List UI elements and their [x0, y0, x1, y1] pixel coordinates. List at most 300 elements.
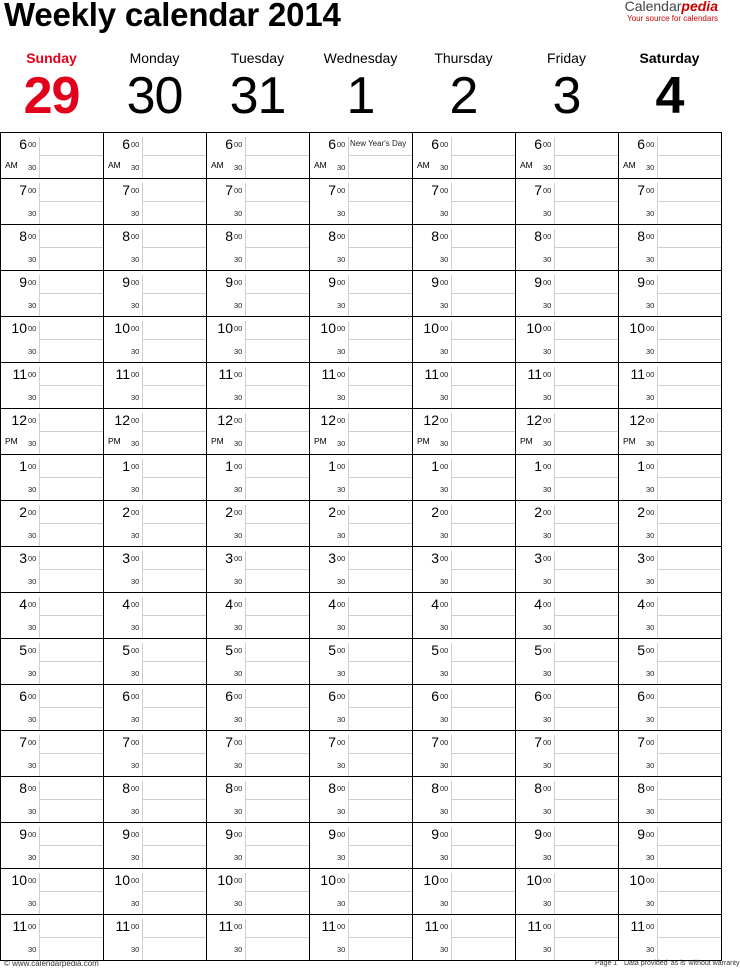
minute-label-30: 30 — [28, 669, 37, 678]
day-number: 1 — [346, 67, 375, 125]
ampm-label: PM — [108, 436, 121, 446]
minute-label-30: 30 — [28, 439, 37, 448]
hour-slot[interactable] — [619, 363, 721, 409]
minute-label-00: 00 — [440, 370, 449, 379]
hour-slot[interactable] — [413, 317, 515, 363]
slot-divider — [348, 919, 349, 960]
week-grid — [0, 132, 722, 961]
hour-label: 10 — [114, 872, 130, 888]
hour-slot[interactable] — [207, 823, 309, 869]
hour-slot[interactable] — [104, 225, 206, 271]
minute-label-30: 30 — [131, 853, 140, 862]
hour-slot[interactable] — [104, 133, 206, 179]
slot-divider — [142, 321, 143, 362]
minute-label-30: 30 — [131, 807, 140, 816]
minute-label-00: 00 — [646, 370, 655, 379]
hour-slot[interactable] — [619, 317, 721, 363]
minute-label-00: 00 — [131, 830, 140, 839]
hour-label: 5 — [431, 642, 439, 658]
minute-label-00: 00 — [646, 876, 655, 885]
hour-label: 9 — [431, 826, 439, 842]
hour-slot[interactable] — [619, 731, 721, 777]
minute-label-00: 00 — [234, 784, 243, 793]
hour-slot[interactable] — [104, 593, 206, 639]
hour-slot[interactable] — [207, 179, 309, 225]
minute-label-00: 00 — [646, 600, 655, 609]
hour-slot[interactable] — [516, 639, 618, 685]
ampm-label: PM — [5, 436, 18, 446]
hour-slot[interactable] — [516, 777, 618, 823]
hour-slot[interactable] — [104, 869, 206, 915]
hour-slot[interactable] — [1, 823, 103, 869]
hour-slot[interactable] — [619, 777, 721, 823]
minute-label-00: 00 — [28, 554, 37, 563]
hour-slot[interactable] — [310, 593, 412, 639]
hour-label: 6 — [637, 688, 645, 704]
hour-slot[interactable] — [619, 685, 721, 731]
day-header-thursday — [412, 50, 515, 126]
hour-slot[interactable] — [310, 869, 412, 915]
minute-label-00: 00 — [440, 600, 449, 609]
slot-divider — [142, 919, 143, 960]
hour-slot[interactable] — [1, 915, 103, 961]
slot-divider — [657, 137, 658, 178]
day-number: 2 — [449, 67, 478, 125]
hour-slot[interactable] — [310, 455, 412, 501]
hour-slot[interactable] — [413, 179, 515, 225]
hour-slot[interactable] — [516, 869, 618, 915]
hour-slot[interactable] — [619, 593, 721, 639]
footer-disclaimer: Data provided 'as is' without warranty — [624, 960, 740, 967]
half-hour-line — [451, 753, 515, 754]
minute-label-00: 00 — [646, 830, 655, 839]
minute-label-30: 30 — [234, 485, 243, 494]
slot-divider — [39, 919, 40, 960]
half-hour-line — [142, 201, 206, 202]
hour-slot[interactable] — [516, 409, 618, 455]
half-hour-line — [348, 201, 412, 202]
hour-slot[interactable] — [1, 455, 103, 501]
hour-slot[interactable] — [1, 271, 103, 317]
minute-label-30: 30 — [234, 347, 243, 356]
minute-label-30: 30 — [337, 669, 346, 678]
minute-label-30: 30 — [543, 439, 552, 448]
minute-label-00: 00 — [28, 646, 37, 655]
minute-label-00: 00 — [646, 416, 655, 425]
slot-divider — [39, 137, 40, 178]
slot-divider — [657, 321, 658, 362]
hour-slot[interactable] — [1, 593, 103, 639]
hour-slot[interactable] — [619, 179, 721, 225]
minute-label-00: 00 — [234, 830, 243, 839]
half-hour-line — [657, 431, 721, 432]
hour-slot[interactable] — [516, 271, 618, 317]
hour-slot[interactable] — [619, 547, 721, 593]
hour-slot[interactable] — [619, 271, 721, 317]
half-hour-line — [348, 615, 412, 616]
hour-slot[interactable] — [104, 409, 206, 455]
ampm-label: PM — [211, 436, 224, 446]
minute-label-30: 30 — [646, 531, 655, 540]
minute-label-00: 00 — [234, 922, 243, 931]
minute-label-00: 00 — [543, 738, 552, 747]
day-number: 4 — [655, 67, 684, 125]
hour-label: 11 — [12, 366, 27, 382]
hour-slot[interactable] — [207, 501, 309, 547]
hour-slot[interactable] — [413, 133, 515, 179]
slot-divider — [554, 827, 555, 868]
hour-slot[interactable] — [104, 547, 206, 593]
half-hour-line — [657, 707, 721, 708]
hour-slot[interactable] — [619, 501, 721, 547]
half-hour-line — [348, 247, 412, 248]
hour-slot[interactable] — [104, 823, 206, 869]
half-hour-line — [348, 431, 412, 432]
half-hour-line — [451, 615, 515, 616]
minute-label-30: 30 — [131, 485, 140, 494]
half-hour-line — [245, 569, 309, 570]
minute-label-30: 30 — [440, 577, 449, 586]
hour-slot[interactable] — [1, 547, 103, 593]
hour-slot[interactable] — [619, 225, 721, 271]
minute-label-00: 00 — [28, 922, 37, 931]
minute-label-30: 30 — [337, 577, 346, 586]
minute-label-00: 00 — [337, 784, 346, 793]
hour-slot[interactable] — [1, 179, 103, 225]
hour-slot[interactable] — [413, 501, 515, 547]
hour-slot[interactable] — [516, 455, 618, 501]
half-hour-line — [554, 753, 618, 754]
hour-slot[interactable] — [619, 915, 721, 961]
minute-label-30: 30 — [440, 623, 449, 632]
hour-slot[interactable] — [516, 593, 618, 639]
half-hour-line — [451, 247, 515, 248]
slot-divider — [554, 413, 555, 454]
hour-label: 10 — [526, 320, 542, 336]
hour-slot[interactable] — [310, 225, 412, 271]
slot-divider — [245, 505, 246, 546]
minute-label-30: 30 — [543, 853, 552, 862]
hour-slot[interactable] — [207, 225, 309, 271]
hour-slot[interactable] — [516, 501, 618, 547]
hour-slot[interactable] — [1, 501, 103, 547]
hour-slot[interactable] — [413, 639, 515, 685]
ampm-label: PM — [623, 436, 636, 446]
hour-slot[interactable] — [413, 409, 515, 455]
minute-label-00: 00 — [337, 646, 346, 655]
hour-slot[interactable] — [310, 685, 412, 731]
minute-label-30: 30 — [234, 623, 243, 632]
hour-slot[interactable] — [516, 363, 618, 409]
hour-label: 3 — [328, 550, 336, 566]
day-number: 31 — [229, 67, 286, 125]
ampm-label: AM — [211, 160, 224, 170]
hour-label: 4 — [19, 596, 27, 612]
slot-divider — [451, 367, 452, 408]
hour-slot[interactable] — [310, 133, 412, 179]
hour-slot[interactable] — [207, 685, 309, 731]
minute-label-30: 30 — [646, 715, 655, 724]
hour-slot[interactable] — [413, 869, 515, 915]
hour-slot[interactable] — [207, 869, 309, 915]
hour-slot[interactable] — [413, 685, 515, 731]
hour-slot[interactable] — [619, 823, 721, 869]
minute-label-30: 30 — [440, 485, 449, 494]
minute-label-00: 00 — [234, 232, 243, 241]
hour-label: 9 — [122, 274, 130, 290]
hour-label: 11 — [321, 366, 336, 382]
slot-divider — [348, 689, 349, 730]
slot-divider — [245, 827, 246, 868]
hour-slot[interactable] — [207, 455, 309, 501]
hour-slot[interactable] — [104, 731, 206, 777]
hour-slot[interactable] — [207, 133, 309, 179]
hour-slot[interactable] — [619, 455, 721, 501]
hour-slot[interactable] — [104, 915, 206, 961]
minute-label-30: 30 — [543, 899, 552, 908]
hour-label: 10 — [114, 320, 130, 336]
minute-label-30: 30 — [234, 761, 243, 770]
hour-slot[interactable] — [207, 547, 309, 593]
half-hour-line — [245, 937, 309, 938]
half-hour-line — [554, 707, 618, 708]
half-hour-line — [554, 615, 618, 616]
day-name: Monday — [129, 50, 180, 66]
hour-label: 4 — [225, 596, 233, 612]
day-header-friday — [515, 50, 618, 126]
half-hour-line — [451, 385, 515, 386]
hour-slot[interactable] — [413, 547, 515, 593]
hour-slot[interactable] — [516, 179, 618, 225]
minute-label-30: 30 — [131, 439, 140, 448]
hour-slot[interactable] — [413, 777, 515, 823]
hour-slot[interactable] — [104, 271, 206, 317]
hour-slot[interactable] — [310, 409, 412, 455]
hour-slot[interactable] — [413, 225, 515, 271]
slot-divider — [554, 689, 555, 730]
slot-divider — [39, 873, 40, 914]
half-hour-line — [245, 155, 309, 156]
hour-slot[interactable] — [310, 317, 412, 363]
hour-label: 12 — [11, 412, 27, 428]
minute-label-00: 00 — [440, 186, 449, 195]
minute-label-30: 30 — [234, 853, 243, 862]
hour-slot[interactable] — [310, 639, 412, 685]
hour-slot[interactable] — [413, 915, 515, 961]
hour-slot[interactable] — [1, 639, 103, 685]
hour-slot[interactable] — [310, 915, 412, 961]
minute-label-30: 30 — [28, 163, 37, 172]
minute-label-00: 00 — [646, 692, 655, 701]
minute-label-30: 30 — [234, 669, 243, 678]
day-column — [104, 133, 207, 961]
half-hour-line — [348, 385, 412, 386]
hour-slot[interactable] — [619, 869, 721, 915]
slot-divider — [348, 551, 349, 592]
minute-label-30: 30 — [131, 531, 140, 540]
minute-label-30: 30 — [337, 761, 346, 770]
hour-slot[interactable] — [310, 271, 412, 317]
hour-slot[interactable] — [619, 639, 721, 685]
hour-slot[interactable] — [1, 409, 103, 455]
half-hour-line — [142, 937, 206, 938]
minute-label-30: 30 — [28, 255, 37, 264]
ampm-label: PM — [417, 436, 430, 446]
hour-slot[interactable] — [619, 133, 721, 179]
minute-label-30: 30 — [234, 163, 243, 172]
hour-label: 6 — [225, 136, 233, 152]
hour-slot[interactable] — [1, 225, 103, 271]
minute-label-00: 00 — [234, 646, 243, 655]
hour-slot[interactable] — [104, 455, 206, 501]
hour-slot[interactable] — [1, 869, 103, 915]
minute-label-00: 00 — [337, 554, 346, 563]
minute-label-00: 00 — [131, 922, 140, 931]
day-column — [413, 133, 516, 961]
hour-slot[interactable] — [516, 547, 618, 593]
slot-divider — [142, 597, 143, 638]
hour-slot[interactable] — [619, 409, 721, 455]
slot-divider — [142, 459, 143, 500]
hour-slot[interactable] — [516, 823, 618, 869]
minute-label-00: 00 — [28, 462, 37, 471]
hour-slot[interactable] — [207, 317, 309, 363]
half-hour-line — [451, 661, 515, 662]
hour-slot[interactable] — [1, 685, 103, 731]
hour-slot[interactable] — [104, 317, 206, 363]
hour-slot[interactable] — [207, 409, 309, 455]
half-hour-line — [348, 891, 412, 892]
hour-label: 4 — [122, 596, 130, 612]
hour-slot[interactable] — [104, 685, 206, 731]
hour-slot[interactable] — [516, 915, 618, 961]
hour-slot[interactable] — [516, 225, 618, 271]
hour-label: 9 — [637, 826, 645, 842]
hour-slot[interactable] — [310, 731, 412, 777]
hour-slot[interactable] — [1, 133, 103, 179]
hour-slot[interactable] — [207, 915, 309, 961]
minute-label-30: 30 — [234, 807, 243, 816]
hour-label: 3 — [19, 550, 27, 566]
slot-divider — [245, 413, 246, 454]
minute-label-00: 00 — [337, 232, 346, 241]
hour-slot[interactable] — [310, 547, 412, 593]
hour-slot[interactable] — [310, 777, 412, 823]
hour-slot[interactable] — [413, 823, 515, 869]
minute-label-30: 30 — [131, 301, 140, 310]
slot-divider — [39, 781, 40, 822]
hour-slot[interactable] — [413, 731, 515, 777]
minute-label-00: 00 — [234, 462, 243, 471]
minute-label-00: 00 — [28, 508, 37, 517]
minute-label-00: 00 — [234, 508, 243, 517]
half-hour-line — [554, 661, 618, 662]
hour-label: 11 — [218, 366, 233, 382]
half-hour-line — [657, 523, 721, 524]
minute-label-00: 00 — [543, 922, 552, 931]
minute-label-30: 30 — [543, 209, 552, 218]
hour-label: 8 — [225, 228, 233, 244]
half-hour-line — [451, 431, 515, 432]
day-name: Sunday — [26, 50, 77, 66]
hour-slot[interactable] — [310, 501, 412, 547]
minute-label-30: 30 — [337, 807, 346, 816]
hour-label: 12 — [629, 412, 645, 428]
half-hour-line — [39, 661, 103, 662]
hour-slot[interactable] — [516, 685, 618, 731]
hour-slot[interactable] — [310, 823, 412, 869]
half-hour-line — [142, 753, 206, 754]
half-hour-line — [657, 845, 721, 846]
hour-slot[interactable] — [104, 777, 206, 823]
hour-slot[interactable] — [413, 271, 515, 317]
hour-slot[interactable] — [1, 731, 103, 777]
minute-label-30: 30 — [234, 577, 243, 586]
half-hour-line — [142, 799, 206, 800]
slot-divider — [657, 229, 658, 270]
half-hour-line — [554, 523, 618, 524]
slot-divider — [142, 551, 143, 592]
hour-slot[interactable] — [207, 639, 309, 685]
hour-label: 11 — [424, 918, 439, 934]
hour-slot[interactable] — [516, 317, 618, 363]
hour-slot[interactable] — [207, 593, 309, 639]
minute-label-00: 00 — [28, 186, 37, 195]
half-hour-line — [39, 155, 103, 156]
minute-label-00: 00 — [543, 646, 552, 655]
hour-label: 10 — [217, 320, 233, 336]
hour-slot[interactable] — [104, 501, 206, 547]
hour-label: 7 — [328, 182, 336, 198]
minute-label-30: 30 — [337, 393, 346, 402]
minute-label-30: 30 — [440, 347, 449, 356]
hour-slot[interactable] — [310, 179, 412, 225]
hour-slot[interactable] — [516, 731, 618, 777]
hour-slot[interactable] — [413, 455, 515, 501]
hour-slot[interactable] — [310, 363, 412, 409]
hour-slot[interactable] — [104, 179, 206, 225]
half-hour-line — [245, 247, 309, 248]
hour-slot[interactable] — [413, 363, 515, 409]
hour-slot[interactable] — [104, 363, 206, 409]
hour-slot[interactable] — [1, 317, 103, 363]
hour-slot[interactable] — [207, 363, 309, 409]
slot-divider — [142, 137, 143, 178]
minute-label-00: 00 — [28, 600, 37, 609]
half-hour-line — [348, 523, 412, 524]
hour-slot[interactable] — [1, 777, 103, 823]
hour-slot[interactable] — [207, 777, 309, 823]
hour-slot[interactable] — [516, 133, 618, 179]
slot-divider — [554, 183, 555, 224]
hour-label: 7 — [19, 734, 27, 750]
hour-slot[interactable] — [1, 363, 103, 409]
hour-slot[interactable] — [207, 271, 309, 317]
minute-label-00: 00 — [337, 600, 346, 609]
ampm-label: AM — [5, 160, 18, 170]
hour-slot[interactable] — [413, 593, 515, 639]
minute-label-00: 00 — [28, 738, 37, 747]
minute-label-00: 00 — [337, 830, 346, 839]
minute-label-00: 00 — [440, 140, 449, 149]
hour-label: 7 — [431, 734, 439, 750]
hour-slot[interactable] — [207, 731, 309, 777]
hour-slot[interactable] — [104, 639, 206, 685]
hour-label: 11 — [527, 366, 542, 382]
minute-label-30: 30 — [131, 347, 140, 356]
slot-divider — [142, 413, 143, 454]
slot-divider — [451, 735, 452, 776]
